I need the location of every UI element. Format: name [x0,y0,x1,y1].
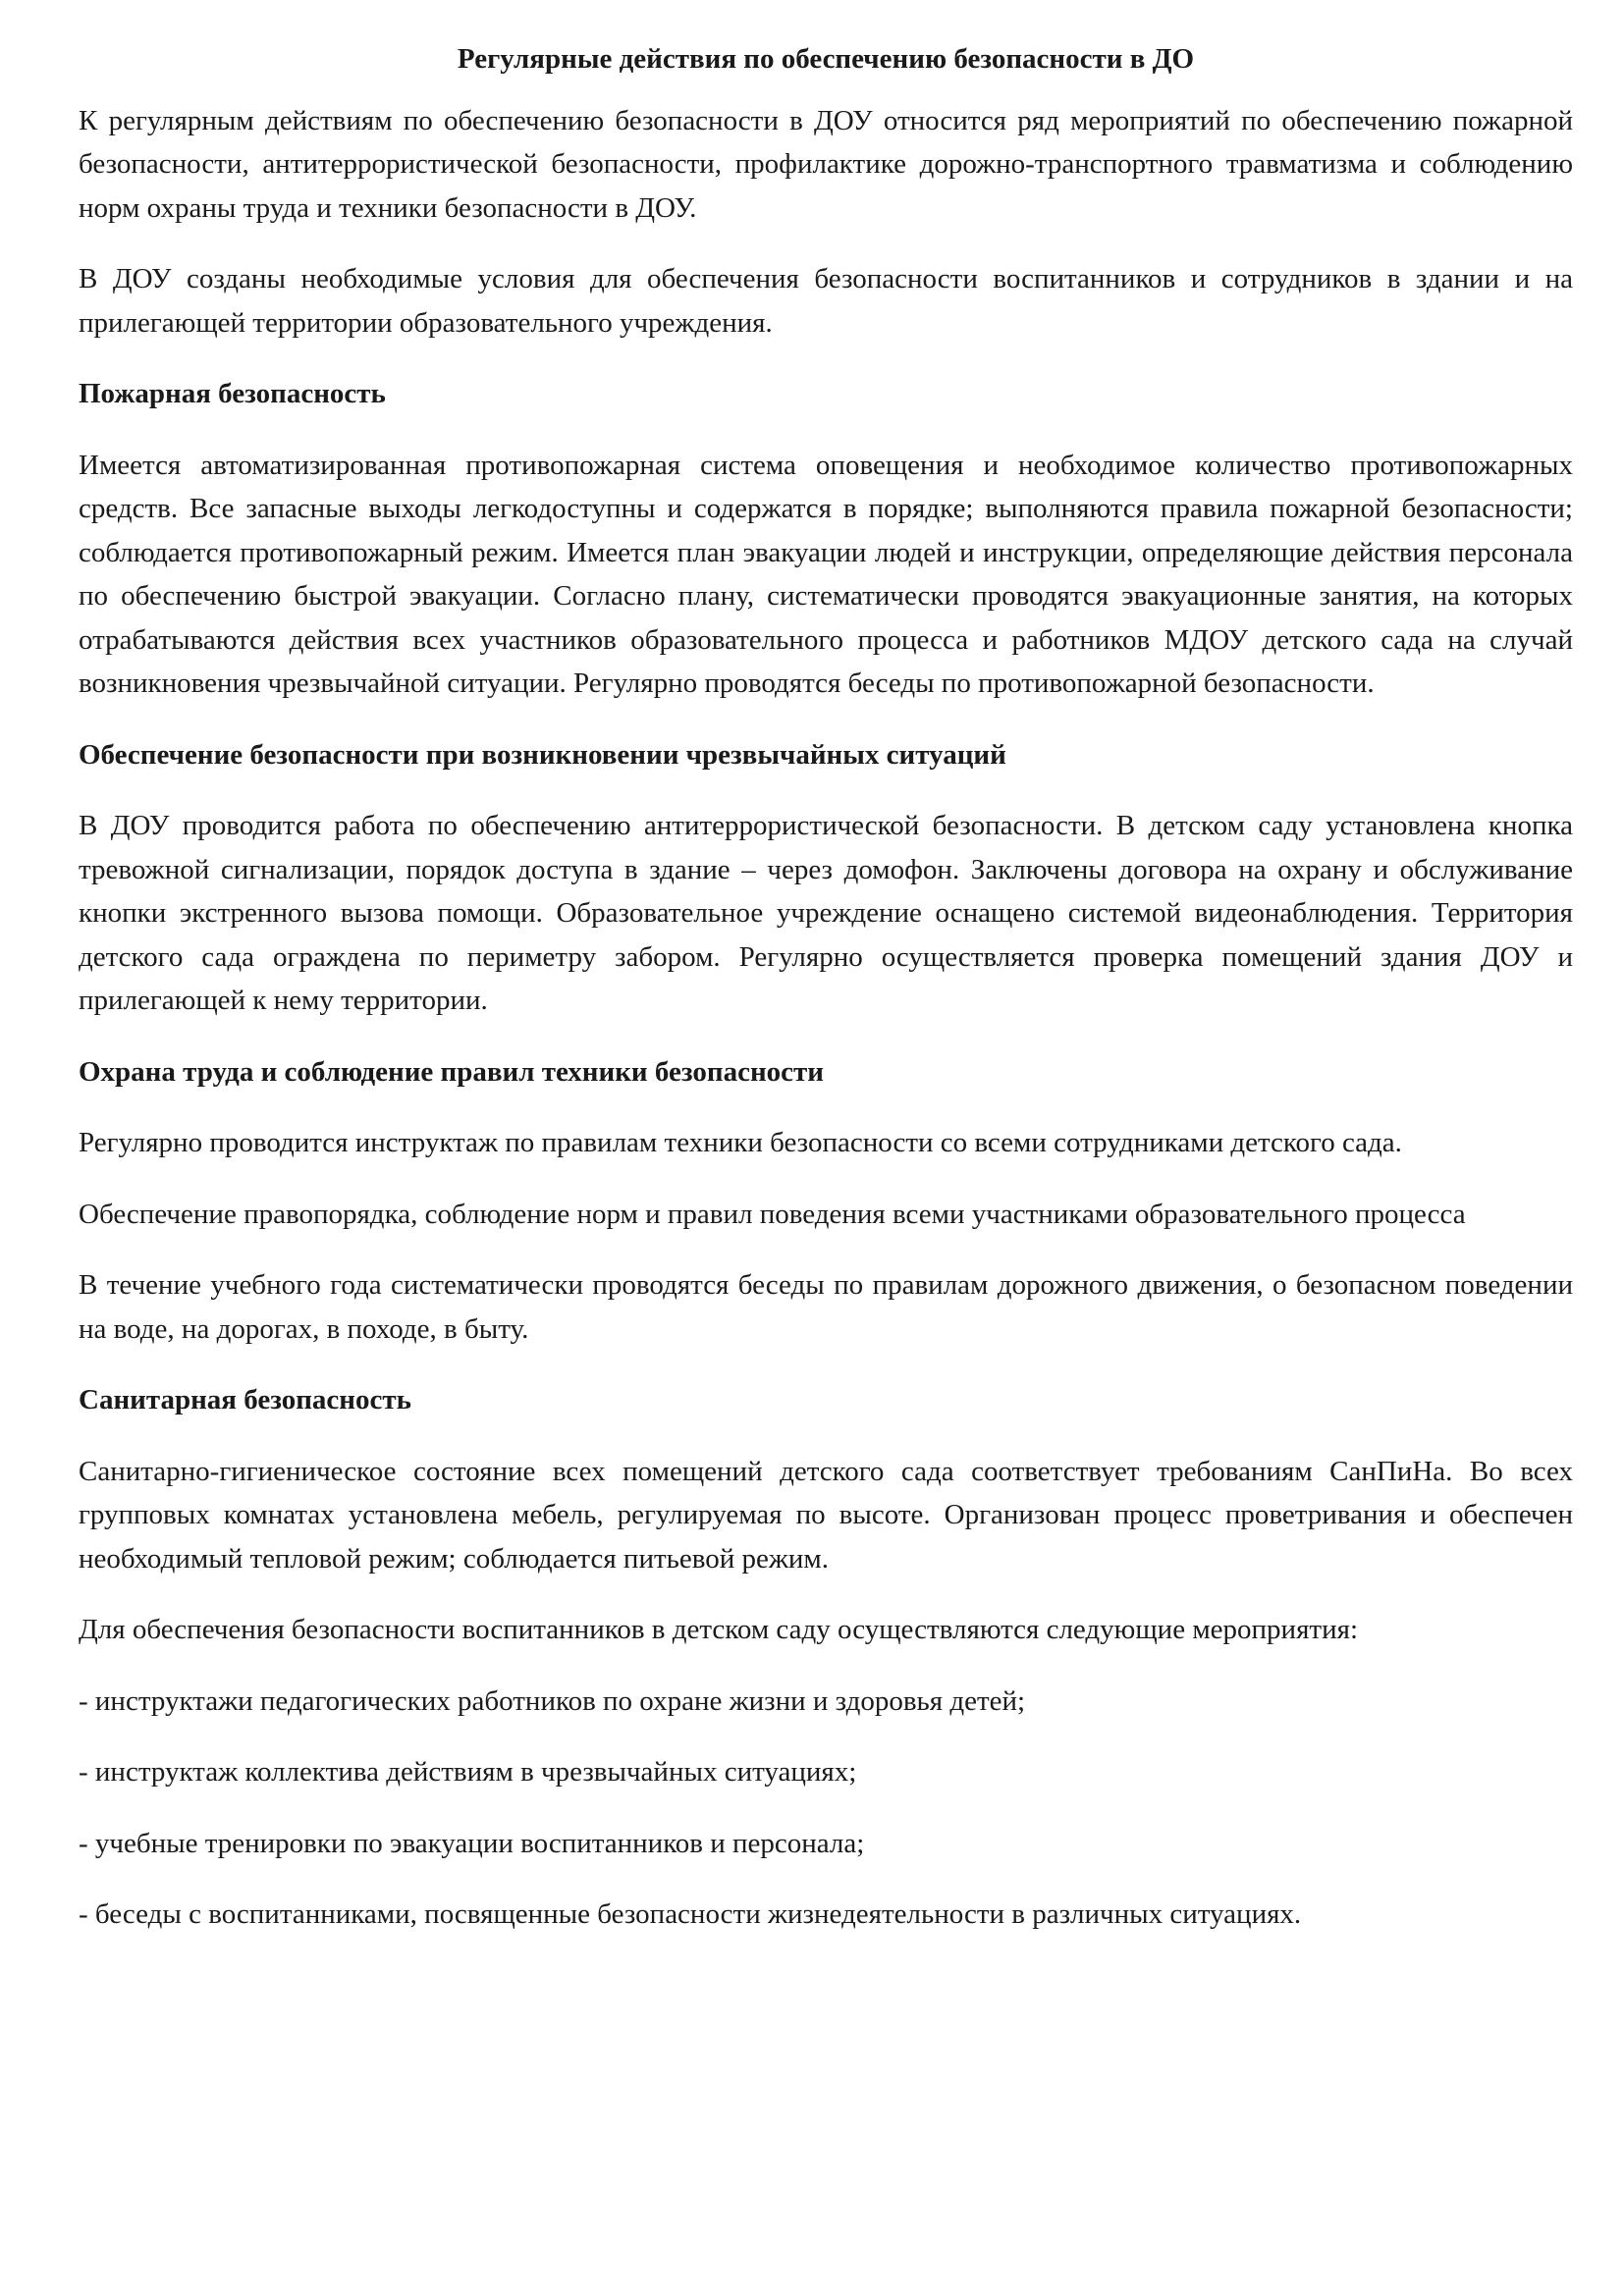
section-heading-labor-safety: Охрана труда и соблюдение правил техники безопасности [79,1055,824,1088]
list-item: - инструктажи педагогических работников по охране жизни и здоровья детей; [79,1684,1026,1717]
intro-paragraph: В ДОУ созданы необходимые условия для обеспечения безопасности воспитанников и сотрудников в здании и на прилегающей территории образовательного учреждения. [79,263,1573,339]
section-paragraph: Имеется автоматизированная противопожарная система оповещения и необходимое количество противопожарных средств. Все запасные выходы легкодоступны и содержатся в порядке; выполняются правила пожарной безопасности; соблюдается противопожарный режим. Имеется план эвакуации людей и инструкции, определяющие действия персонала по обеспечению быстрой эвакуации. Согласно плану, систематически проводятся эвакуационные занятия, на которых отрабатываются действия всех участников образовательного процесса и работников МДОУ детского сада на случай возникновения чрезвычайной ситуации. Регулярно проводятся беседы по противопожарной безопасности. [79,449,1573,699]
intro-paragraph: К регулярным действиям по обеспечению безопасности в ДОУ относится ряд мероприятий по обеспечению пожарной безопасности, антитеррористической безопасности, профилактике дорожно-транспортного травматизма и соблюдению норм охраны труда и техники безопасности в ДОУ. [79,104,1573,224]
section-paragraph: В ДОУ проводится работа по обеспечению антитеррористической безопасности. В детском саду установлена кнопка тревожной сигнализации, порядок доступа в здание – через домофон. Заключены договора на охрану и обслуживание кнопки экстренного вызова помощи. Образовательное учреждение оснащено системой видеонаблюдения. Территория детского сада ограждена по периметру забором. Регулярно осуществляется проверка помещений здания ДОУ и прилегающей к нему территории. [79,810,1573,1016]
section-paragraph: В течение учебного года систематически проводятся беседы по правилам дорожного движения, о безопасном поведении на воде, на дорогах, в походе, в быту. [79,1269,1573,1345]
section-heading-fire-safety: Пожарная безопасность [79,378,386,409]
list-item: - учебные тренировки по эвакуации воспитанников и персонала; [79,1827,865,1859]
section-paragraph: Регулярно проводится инструктаж по правилам техники безопасности со всеми сотрудниками детского сада. [79,1127,1402,1158]
section-paragraph: Обеспечение правопорядка, соблюдение норм и правил поведения всеми участниками образовательного процесса [79,1198,1466,1230]
document-title: Регулярные действия по обеспечению безопасности в ДО [457,43,1195,75]
section-heading-emergency: Обеспечение безопасности при возникновении чрезвычайных ситуаций [79,738,1006,771]
list-item: - беседы с воспитанниками, посвященные безопасности жизнедеятельности в различных ситуациях. [79,1898,1302,1930]
section-paragraph: Санитарно-гигиеническое состояние всех помещений детского сада соответствует требованиям СанПиНа. Во всех групповых комнатах установлена мебель, регулируемая по высоте. Организован процесс проветривания и обеспечен необходимый тепловой режим; соблюдается питьевой режим. [79,1455,1573,1575]
list-item: - инструктаж коллектива действиям в чрезвычайных ситуациях; [79,1756,857,1788]
section-heading-sanitary: Санитарная безопасность [79,1384,411,1415]
document-page [79,37,1573,1964]
section-paragraph: Для обеспечения безопасности воспитанников в детском саду осуществляются следующие мероприятия: [79,1614,1359,1645]
